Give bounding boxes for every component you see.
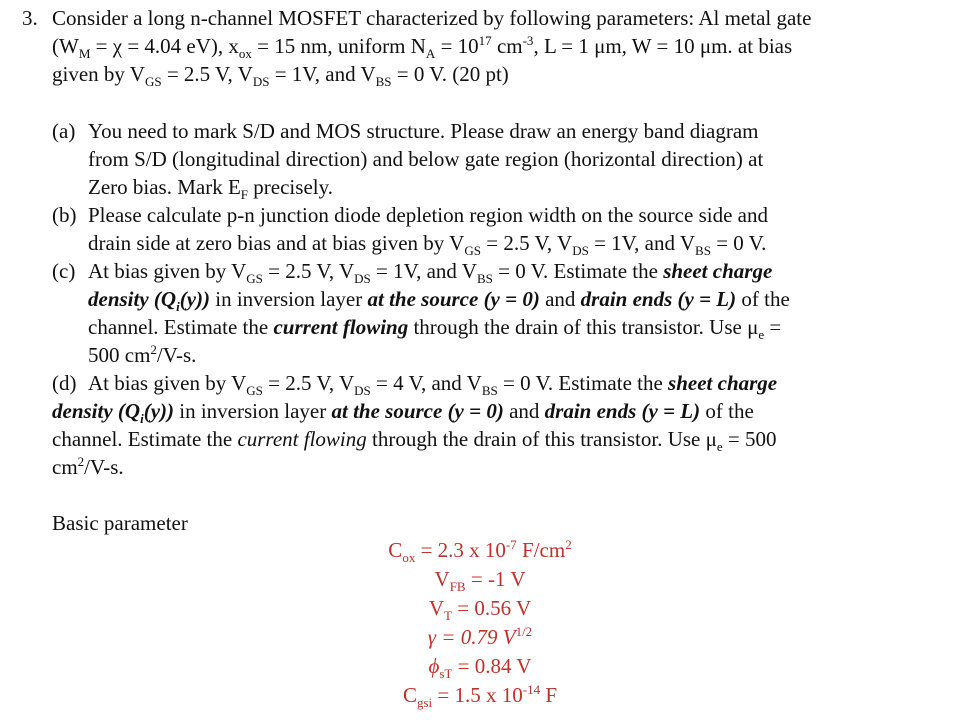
part-d-line-1: (d) At bias given by $V_{GS} = 2.5$ V, $V_{DS} = 4$ V, and $V_{BS} = 0$ V. Estimate the sheet charge bbox=[52, 371, 778, 399]
param-phi-st: $\phi_{sT} = 0.84$ V bbox=[428, 654, 532, 682]
question-line-3: given by $V_{GS} = 2.5$ V, $V_{DS} = 1V$, and $V_{BS} = 0$ V. (20 pt) bbox=[52, 62, 509, 90]
part-a-line-2: from S/D (longitudinal direction) and below gate region (horizontal direction) at bbox=[88, 147, 764, 171]
part-c-line-1: (c) At bias given by $V_{GS} = 2.5$ V, $V_{DS} = 1V$, and $V_{BS} = 0$ V. Estimate the sheet charge bbox=[52, 259, 773, 287]
part-c-label: (c) bbox=[52, 259, 76, 283]
param-vfb: $V_{FB} = -1$ V bbox=[434, 567, 526, 595]
question-number: 3. bbox=[22, 6, 38, 30]
part-c-line-2: density $(Q_i(y))$ in inversion layer at the source (y = 0) and drain ends (y = L) of the bbox=[88, 287, 790, 315]
part-d-line-2: density $(Q_i(y))$ in inversion layer at the source (y = 0) and drain ends (y = L) of the bbox=[52, 399, 754, 427]
part-d-line-3: channel. Estimate the current flowing through the drain of this transistor. Use $\mu_e = 500$ bbox=[52, 427, 777, 455]
part-d-line-4: $cm^2/V-s$. bbox=[52, 454, 124, 479]
param-vt: $V_T = 0.56$ V bbox=[428, 596, 532, 624]
basic-parameter-list bbox=[330, 536, 630, 710]
param-gamma: γ = 0.79 $V^{1/2}$ bbox=[427, 624, 533, 649]
param-cox: $C_{ox} = 2.3$ x $10^{-7}$ $F/cm^2$ bbox=[388, 537, 572, 566]
part-a-line-3: Zero bias. Mark $E_F$ precisely. bbox=[88, 175, 333, 203]
part-c-line-3: channel. Estimate the current flowing through the drain of this transistor. Use $\mu_e$ = bbox=[88, 315, 782, 343]
question-line-1: 3. Consider a long n-channel MOSFET characterized by following parameters: Al metal gate bbox=[22, 6, 812, 30]
part-c bbox=[52, 257, 916, 369]
question-line-2: ($W_M = \chi = 4.04$ eV), $x_{ox} = 15$ nm, uniform $N_A = 10^{17}$ $cm^{-3}$, L = 1 μm, W = 10 μm. at bias bbox=[52, 33, 793, 62]
part-b-line-1: (b) Please calculate p-n junction diode depletion region width on the source side and bbox=[52, 203, 768, 227]
question-header bbox=[22, 4, 917, 88]
part-c-line-4: 500 $cm^2/V-s$. bbox=[88, 342, 197, 367]
part-a-line-1: (a) You need to mark S/D and MOS structure. Please draw an energy band diagram bbox=[52, 119, 759, 143]
basic-parameter-title: Basic parameter bbox=[52, 511, 188, 535]
param-cgsi: $C_{gsi} = 1.5$ x $10^{-14}$ F bbox=[402, 682, 558, 711]
part-a-label: (a) bbox=[52, 119, 76, 143]
part-d-label: (d) bbox=[52, 371, 77, 395]
part-b bbox=[52, 201, 916, 257]
part-b-label: (b) bbox=[52, 203, 77, 227]
part-d bbox=[52, 369, 916, 481]
part-b-line-2: drain side at zero bias and at bias given by $V_{GS} = 2.5$ V, $V_{DS} = 1V$, and $V_{BS} = 0$ V. bbox=[88, 231, 767, 259]
part-a bbox=[52, 117, 916, 201]
